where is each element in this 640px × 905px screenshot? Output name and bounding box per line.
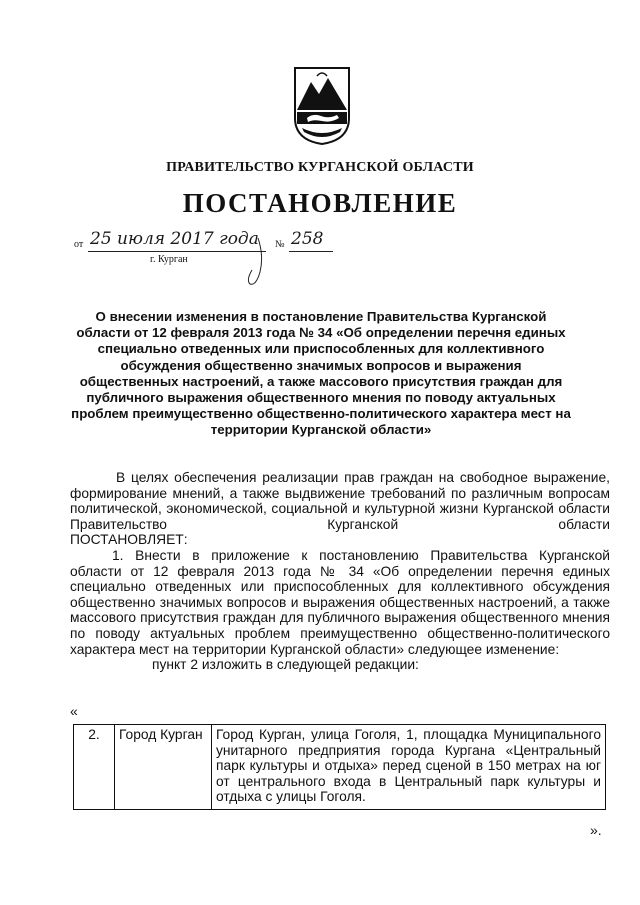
date-underline bbox=[88, 251, 266, 252]
item-1-text: 1. Внести в приложение к постановлению Правительства Курганской области от 12 февраля 2013 года № 34 «Об определении перечня единых специально отведенных или приспособленных для коллективного обсуждения общественно значимых вопросов и выражения общественных настроений, а также массового присутствия граждан для публичного выражения общественного мнения по поводу актуальных проблем преимущественно общественно-политического характера мест на территории Курганской области» следующее изменение: bbox=[70, 547, 610, 657]
table-row bbox=[74, 725, 606, 810]
government-name: ПРАВИТЕЛЬСТВО КУРГАНСКОЙ ОБЛАСТИ bbox=[166, 160, 474, 175]
resolves-word: ПОСТАНОВЛЯЕТ: bbox=[70, 532, 188, 548]
preamble-paragraph bbox=[70, 470, 610, 673]
close-quote: ». bbox=[590, 822, 602, 838]
handwritten-date: 25 июля 2017 года bbox=[90, 229, 259, 249]
resolution-heading: О внесении изменения в постановление Правительства Курганской области от 12 февраля 2013 года № 34 «Об определении перечня единых специально отведенных или приспособленных для коллективного обсуждения общественно значимых вопросов и выражения общественных настроений, а также массового присутствия граждан для публичного выражения общественного мнения по поводу актуальных проблем преимущественно общественно-политического характера мест на территории Курганской области» bbox=[71, 309, 571, 438]
number-label: № bbox=[275, 239, 285, 250]
city-cell: Город Курган bbox=[115, 725, 212, 810]
point-2-text: пункт 2 изложить в следующей редакции: bbox=[152, 657, 419, 673]
preamble-text: В целях обеспечения реализации прав граждан на свободное выражение, формирование мнений, а также выдвижение требований по различным вопросам политической, экономической, социальной и культурной жизни Курганской области Правительство Курганской области bbox=[70, 470, 610, 532]
place-cell: Город Курган, улица Гоголя, 1, площадка Муниципального унитарного предприятия города Кургана «Центральный парк культуры и отдыха» перед сценой в 150 метрах на юг от центрального входа в Центральный парк культуры и отдыха с улицы Гоголя. bbox=[212, 725, 606, 810]
document-type-title: ПОСТАНОВЛЕНИЕ bbox=[182, 188, 458, 218]
row-number-cell: 2. bbox=[74, 725, 115, 810]
coat-of-arms-emblem bbox=[293, 66, 351, 146]
from-label: от bbox=[74, 239, 84, 250]
open-quote: « bbox=[70, 703, 78, 719]
city-label: г. Курган bbox=[150, 254, 188, 265]
locations-table bbox=[73, 724, 606, 810]
handwritten-number: 258 bbox=[291, 229, 324, 249]
number-underline bbox=[289, 251, 333, 252]
handwriting-flourish bbox=[244, 236, 270, 290]
